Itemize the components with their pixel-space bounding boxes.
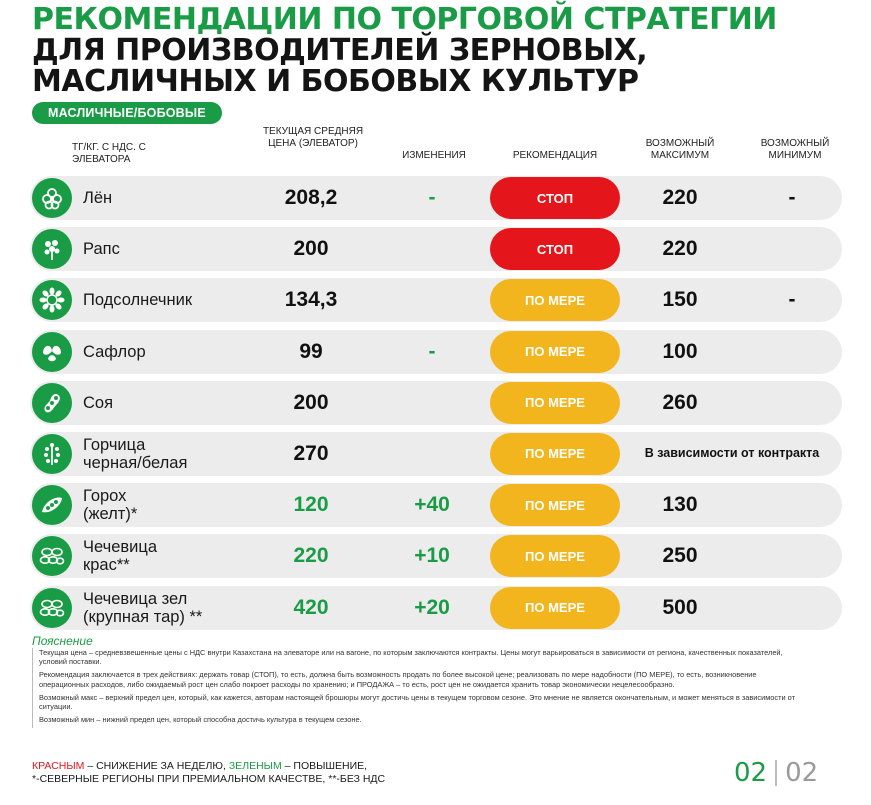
legend-green: ЗЕЛЕНЫМ (228, 760, 282, 772)
table-row (30, 586, 842, 630)
price-change (382, 381, 482, 425)
current-price: 420 (293, 595, 329, 619)
current-price: 220 (293, 544, 329, 568)
table-row (30, 381, 842, 425)
flax-flower-icon (32, 178, 72, 218)
recommendation-badge: СТОП (490, 177, 620, 219)
page-separator (775, 760, 777, 786)
recommendation-badge: ПО МЕРЕ (490, 279, 620, 321)
current-price: 270 (293, 441, 329, 465)
sunflower-icon (32, 280, 72, 320)
possible-max: 220 (662, 186, 698, 209)
possible-max: 150 (662, 288, 698, 312)
possible-min: - (788, 288, 796, 312)
crop-name: Чечевица крас** (83, 538, 158, 575)
header-change: ИЗМЕНЕНИЯ (402, 150, 466, 161)
table-row (30, 483, 842, 527)
price-change: +40 (414, 493, 450, 517)
possible-max: 130 (662, 493, 698, 517)
crop-name: Горчица черная/белая (83, 435, 188, 472)
explanation-paragraph: Текущая цена – средневзвешенные цены с НДС внутри Казахстана на элеваторе или на вагоне, по которым заключаются контракты. Цены могут варьироваться в зависимости от региона, качественных показателей, условий поставки. (39, 648, 783, 667)
crop-name: Лён (83, 189, 113, 207)
table-row (30, 432, 842, 476)
table-row (30, 278, 842, 322)
recommendation-badge: СТОП (490, 228, 620, 270)
possible-min (742, 381, 842, 425)
soybean-icon (32, 383, 72, 423)
recommendation-badge: ПО МЕРЕ (490, 587, 620, 629)
legend-footer: КРАСНЫМ – СНИЖЕНИЕ ЗА НЕДЕЛЮ, ЗЕЛЕНЫМ – ПОВЫШЕНИЕ, *-СЕВЕРНЫЕ РЕГИОНЫ ПРИ ПРЕМИАЛЬНОМ КАЧЕСТВЕ, **-БЕЗ НДС (32, 760, 386, 785)
title-line-3: МАСЛИЧНЫХ И БОБОВЫХ КУЛЬТУР (32, 64, 639, 99)
price-change (382, 432, 482, 476)
current-price: 200 (293, 390, 329, 414)
price-change: - (428, 339, 436, 363)
current-price: 120 (293, 493, 329, 517)
crop-name: Сафлор (83, 342, 146, 361)
pea-icon (32, 485, 72, 525)
explanation-paragraph: Возможный мин – нижний предел цен, который способна достичь культура в текущем сезоне. (39, 715, 362, 725)
header-recommendation: РЕКОМЕНДАЦИЯ (512, 150, 598, 161)
page-indicator (734, 758, 818, 788)
safflower-icon (32, 332, 72, 372)
page-title (32, 4, 777, 97)
current-price: 200 (293, 237, 329, 261)
explanation-paragraph: Возможный макс – верхний предел цен, который, как кажется, авторам настоящей брошюры могут достичь цены в текущем торговом сезоне. Это мнение не является окончательным, и может меняться в зависимости от ситуации. (39, 692, 795, 712)
table-row (30, 176, 842, 220)
crop-name: Соя (83, 393, 114, 412)
price-change: +20 (414, 595, 450, 619)
recommendation-badge: ПО МЕРЕ (490, 535, 620, 577)
mustard-icon (32, 434, 72, 474)
title-line-1: РЕКОМЕНДАЦИИ ПО ТОРГОВОЙ СТРАТЕГИИ (32, 2, 777, 37)
possible-min (742, 483, 842, 527)
recommendation-badge: ПО МЕРЕ (490, 484, 620, 526)
title-line-2: ДЛЯ ПРОИЗВОДИТЕЛЕЙ ЗЕРНОВЫХ, (32, 33, 648, 68)
possible-max: 260 (662, 390, 698, 414)
table-row (30, 227, 842, 271)
explanation-paragraph: Рекомендация заключается в трех действиях: держать товар (СТОП), то есть, должна быть возможность продать по более высокой цене; реализовать по мере надобности (ПО МЕРЕ), то есть, возникновение операционных расходов, либо ожидаемый рост цен слабо покроет расходы по хранению; и ПРОДАЖА – то есть, рост цен не ожидается хранить товар экономически нецелесообразно. (39, 670, 757, 689)
lentil-green-icon (32, 588, 72, 628)
legend-red: КРАСНЫМ (32, 760, 85, 772)
possible-min (742, 330, 842, 374)
footnotes: *-СЕВЕРНЫЕ РЕГИОНЫ ПРИ ПРЕМИАЛЬНОМ КАЧЕСТВЕ, **-БЕЗ НДС (32, 773, 386, 785)
current-price: 208,2 (284, 186, 338, 209)
price-change (382, 278, 482, 322)
crop-name: Подсолнечник (83, 291, 193, 310)
possible-max: 250 (662, 544, 698, 568)
rapeseed-icon (32, 229, 72, 269)
header-max: ВОЗМОЖНЫЙ МАКСИМУМ (645, 138, 715, 161)
table-row (30, 330, 842, 374)
crop-table (30, 176, 842, 637)
possible-max: 220 (662, 237, 698, 261)
recommendation-badge: ПО МЕРЕ (490, 331, 620, 373)
page-current: 02 (734, 758, 768, 788)
possible-min (742, 534, 842, 578)
possible-max: 100 (662, 339, 698, 363)
possible-min (742, 586, 842, 630)
lentil-icon (32, 536, 72, 576)
crop-name: Горох (желт)* (83, 487, 138, 524)
possible-max-note: В зависимости от контракта (644, 446, 820, 461)
header-price: ТЕКУЩАЯ СРЕДНЯЯ ЦЕНА (ЭЛЕВАТОР) (262, 126, 364, 149)
crop-name: Чечевица зел (крупная тар) ** (83, 589, 203, 626)
possible-min (742, 227, 842, 271)
current-price: 99 (299, 339, 323, 363)
recommendation-badge: ПО МЕРЕ (490, 382, 620, 424)
header-unit: ТГ/КГ. С НДС. С ЭЛЕВАТОРА (72, 142, 146, 165)
header-min: ВОЗМОЖНЫЙ МИНИМУМ (760, 138, 830, 161)
explanation-text (32, 648, 802, 728)
possible-max: 500 (662, 595, 698, 619)
explanation-title: Пояснение (32, 634, 93, 648)
section-tag: МАСЛИЧНЫЕ/БОБОВЫЕ (32, 102, 222, 124)
table-row (30, 534, 842, 578)
price-change (382, 227, 482, 271)
possible-min: - (788, 186, 796, 209)
page-total: 02 (785, 758, 819, 788)
price-change: - (428, 186, 436, 209)
recommendation-badge: ПО МЕРЕ (490, 433, 620, 475)
price-change: +10 (414, 544, 450, 568)
crop-name: Рапс (83, 240, 120, 259)
current-price: 134,3 (284, 288, 338, 312)
